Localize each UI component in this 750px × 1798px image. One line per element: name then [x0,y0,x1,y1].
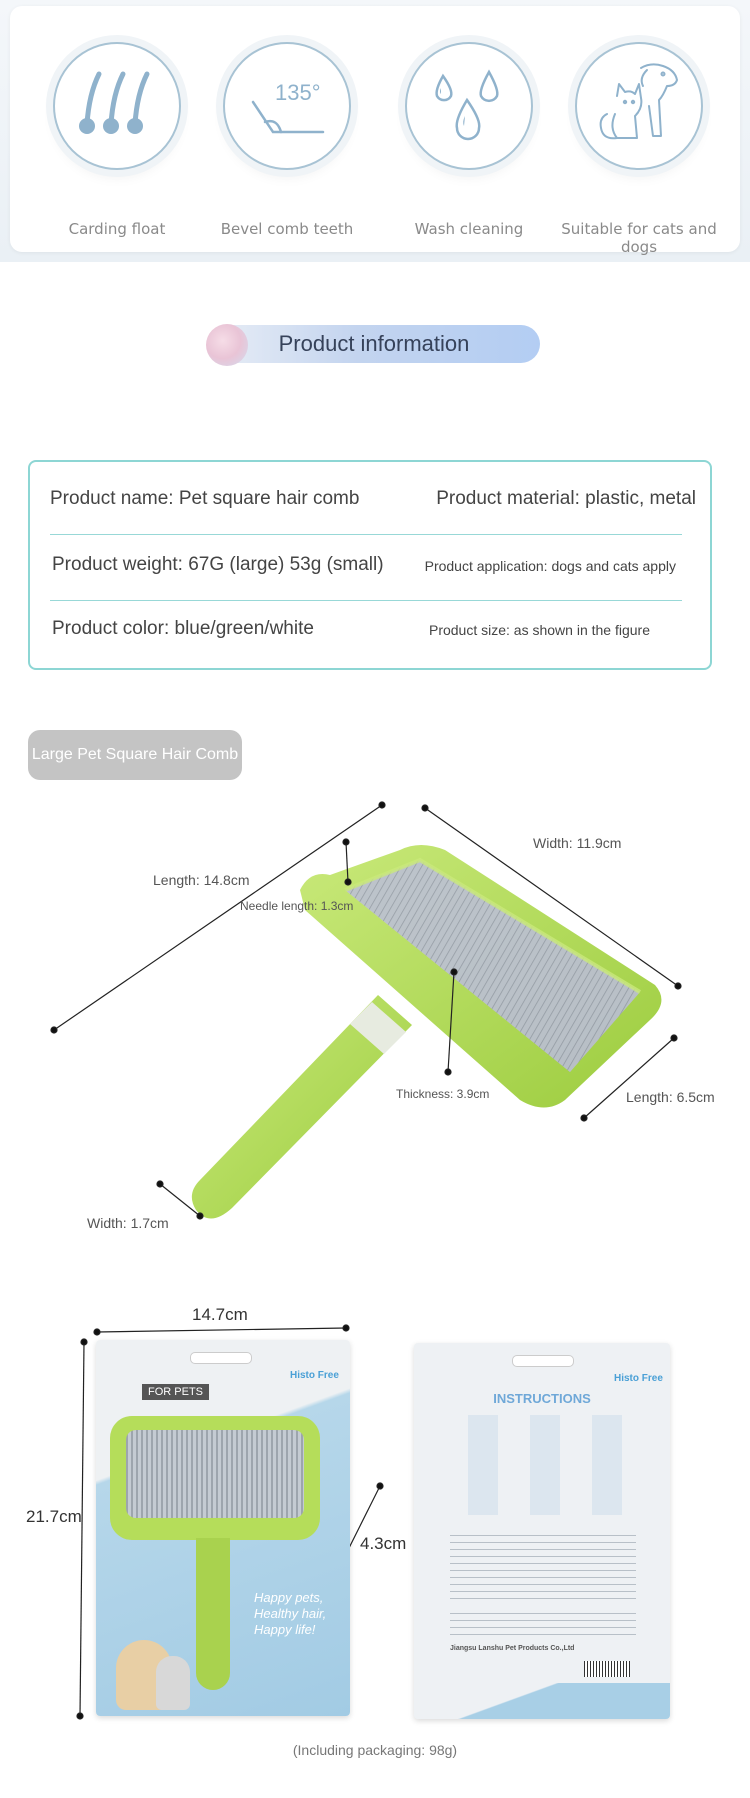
feature-cats-dogs [554,34,724,256]
company-name: Jiangsu Lanshu Pet Products Co.,Ltd [450,1645,575,1652]
pill-orb-icon [206,324,248,366]
dim-width-handle: Width: 1.7cm [87,1215,169,1231]
comb-handle [192,995,412,1219]
info-product-application: Product application: dogs and cats apply [424,558,676,574]
dim-package-height: 21.7cm [26,1507,82,1526]
features-text-block [450,1529,636,1599]
package-weight-caption: (Including packaging: 98g) [292,1742,458,1758]
info-product-weight: Product weight: 67G (large) 53g (small) [52,554,384,575]
package-back [414,1343,670,1719]
dim-package-depth: 4.3cm [360,1534,407,1553]
cat-dog-icon [575,42,703,170]
section-title: Product information [278,331,470,356]
instructions-title: INSTRUCTIONS [493,1391,591,1406]
info-row [50,618,690,648]
for-pets-badge: FOR PETS [142,1384,209,1400]
feature-label: Carding float [68,220,166,238]
info-product-size: Product size: as shown in the figure [428,622,650,638]
info-product-color: Product color: blue/green/white [52,618,314,639]
brand-logo: Histo Free [614,1373,663,1384]
large-comb-tag: Large Pet Square Hair Comb [28,730,242,780]
package-comb-needles [126,1430,304,1518]
feature-carding-float [32,34,202,238]
package-back-wave [414,1683,670,1719]
info-divider [50,600,682,601]
feature-label: Suitable for cats and dogs [561,220,717,256]
angle-label: 135° [275,80,321,105]
dim-needle-length: Needle length: 1.3cm [240,899,354,913]
feature-card [10,6,740,256]
info-product-name: Product name: Pet square hair comb [50,488,360,509]
angle-135-icon [223,42,351,170]
product-info-box [28,460,712,670]
section-title-pill [208,325,540,363]
info-divider [50,534,682,535]
warning-text-block [450,1607,636,1637]
package-front [96,1340,350,1716]
feature-wash-cleaning [384,34,554,238]
feature-bevel-teeth [202,34,372,238]
dim-width-head: Width: 11.9cm [533,835,622,851]
dim-length-head: Length: 6.5cm [626,1089,715,1105]
water-drops-icon [405,42,533,170]
feature-label: Wash cleaning [414,220,524,238]
dim-package-width: 14.7cm [192,1305,248,1324]
dim-length-total: Length: 14.8cm [153,872,250,888]
cat-illustration [156,1656,190,1710]
feature-label: Bevel comb teeth [220,220,354,238]
info-row [50,488,696,518]
large-comb-illustration [0,780,750,1240]
barcode [584,1661,630,1677]
package-comb-handle [196,1538,230,1690]
brand-logo: Histo Free [290,1370,339,1381]
info-row [50,554,690,584]
info-product-material: Product material: plastic, metal [436,488,696,509]
package-slogan: Happy pets, Healthy hair, Happy life! [254,1590,327,1637]
hang-hole [190,1352,252,1364]
dim-thickness: Thickness: 3.9cm [396,1087,490,1101]
hang-hole [512,1355,574,1367]
instruction-steps [454,1415,630,1515]
hair-strands-icon [53,42,181,170]
